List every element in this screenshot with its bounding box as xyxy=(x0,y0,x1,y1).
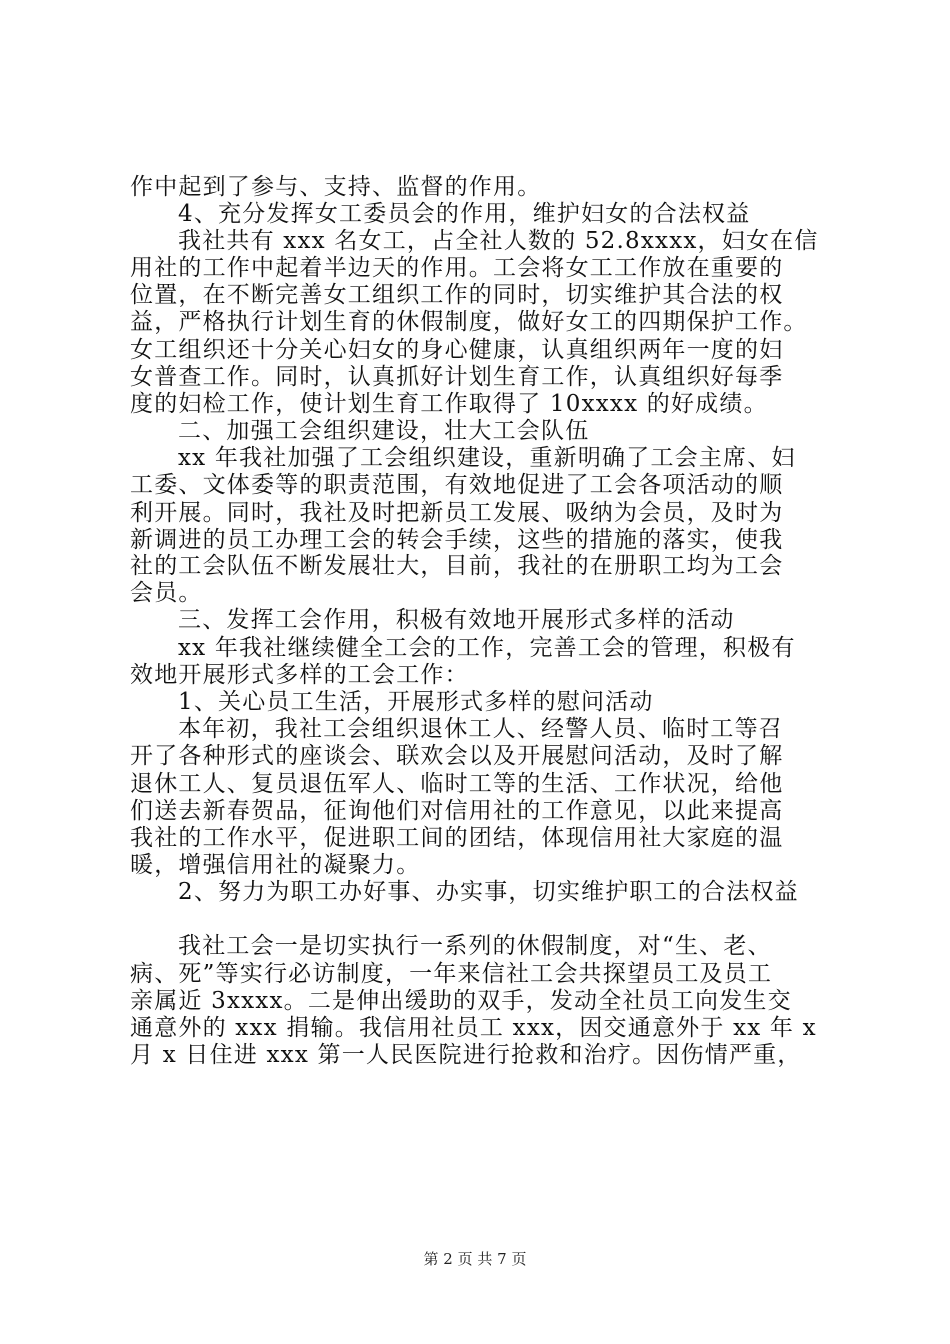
text-line: 会员。 xyxy=(130,580,203,606)
text-line: 作中起到了参与、支持、监督的作用。 xyxy=(130,174,542,200)
section-heading: 二、加强工会组织建设，壮大工会队伍 xyxy=(178,418,590,444)
text-line: 亲属近 3xxxx。二是伸出缓助的双手，发动全社员工向发生交 xyxy=(130,988,792,1014)
section-heading: 1、关心员工生活，开展形式多样的慰问活动 xyxy=(178,689,654,715)
text-line: 位置，在不断完善女工组织工作的同时，切实维护其合法的权 xyxy=(130,282,784,308)
text-line: 本年初，我社工会组织退休工人、经警人员、临时工等召 xyxy=(178,716,783,742)
text-line: 们送去新春贺品，征询他们对信用社的工作意见，以此来提高 xyxy=(130,798,784,824)
text-line: 效地开展形式多样的工会工作： xyxy=(130,662,469,688)
text-line: 通意外的 xxx 捐输。我信用社员工 xxx，因交通意外于 xx 年 x xyxy=(130,1015,817,1041)
text-line: 利开展。同时，我社及时把新员工发展、吸纳为会员，及时为 xyxy=(130,500,784,526)
text-line: 我社工会一是切实执行一系列的休假制度，对“生、老、 xyxy=(178,933,772,959)
text-line: 暖，增强信用社的凝聚力。 xyxy=(130,852,421,878)
text-line: 我社的工作水平，促进职工间的团结，体现信用社大家庭的温 xyxy=(130,825,784,851)
text-line: 工委、文体委等的职责范围，有效地促进了工会各项活动的顺 xyxy=(130,472,784,498)
text-line: 退休工人、复员退伍军人、临时工等的生活、工作状况，给他 xyxy=(130,771,784,797)
section-heading: 2、努力为职工办好事、办实事，切实维护职工的合法权益 xyxy=(178,879,799,905)
text-line: xx 年我社加强了工会组织建设，重新明确了工会主席、妇 xyxy=(178,445,796,471)
text-line: 病、死”等实行必访制度，一年来信社工会共探望员工及员工 xyxy=(130,961,773,987)
text-line: 新调进的员工办理工会的转会手续，这些的措施的落实，使我 xyxy=(130,527,784,553)
section-heading: 三、发挥工会作用，积极有效地开展形式多样的活动 xyxy=(178,607,735,633)
text-line: xx 年我社继续健全工会的工作，完善工会的管理，积极有 xyxy=(178,635,796,661)
text-line: 女工组织还十分关心妇女的身心健康，认真组织两年一度的妇 xyxy=(130,337,784,363)
text-line: 女普查工作。同时，认真抓好计划生育工作，认真组织好每季 xyxy=(130,364,784,390)
text-line: 度的妇检工作，使计划生育工作取得了 10xxxx 的好成绩。 xyxy=(130,391,768,417)
text-line: 我社共有 xxx 名女工，占全社人数的 52.8xxxx，妇女在信 xyxy=(178,228,819,254)
section-heading: 4、充分发挥女工委员会的作用，维护妇女的合法权益 xyxy=(178,201,751,227)
text-line: 益，严格执行计划生育的休假制度，做好女工的四期保护工作。 xyxy=(130,309,808,335)
text-line: 开了各种形式的座谈会、联欢会以及开展慰问活动，及时了解 xyxy=(130,743,784,769)
text-line: 社的工会队伍不断发展壮大，目前，我社的在册职工均为工会 xyxy=(130,553,784,579)
text-line: 用社的工作中起着半边天的作用。工会将女工工作放在重要的 xyxy=(130,255,784,281)
text-line: 月 x 日住进 xxx 第一人民医院进行抢救和治疗。因伤情严重， xyxy=(130,1042,802,1068)
page-footer: 第 2 页 共 7 页 xyxy=(423,1250,527,1268)
